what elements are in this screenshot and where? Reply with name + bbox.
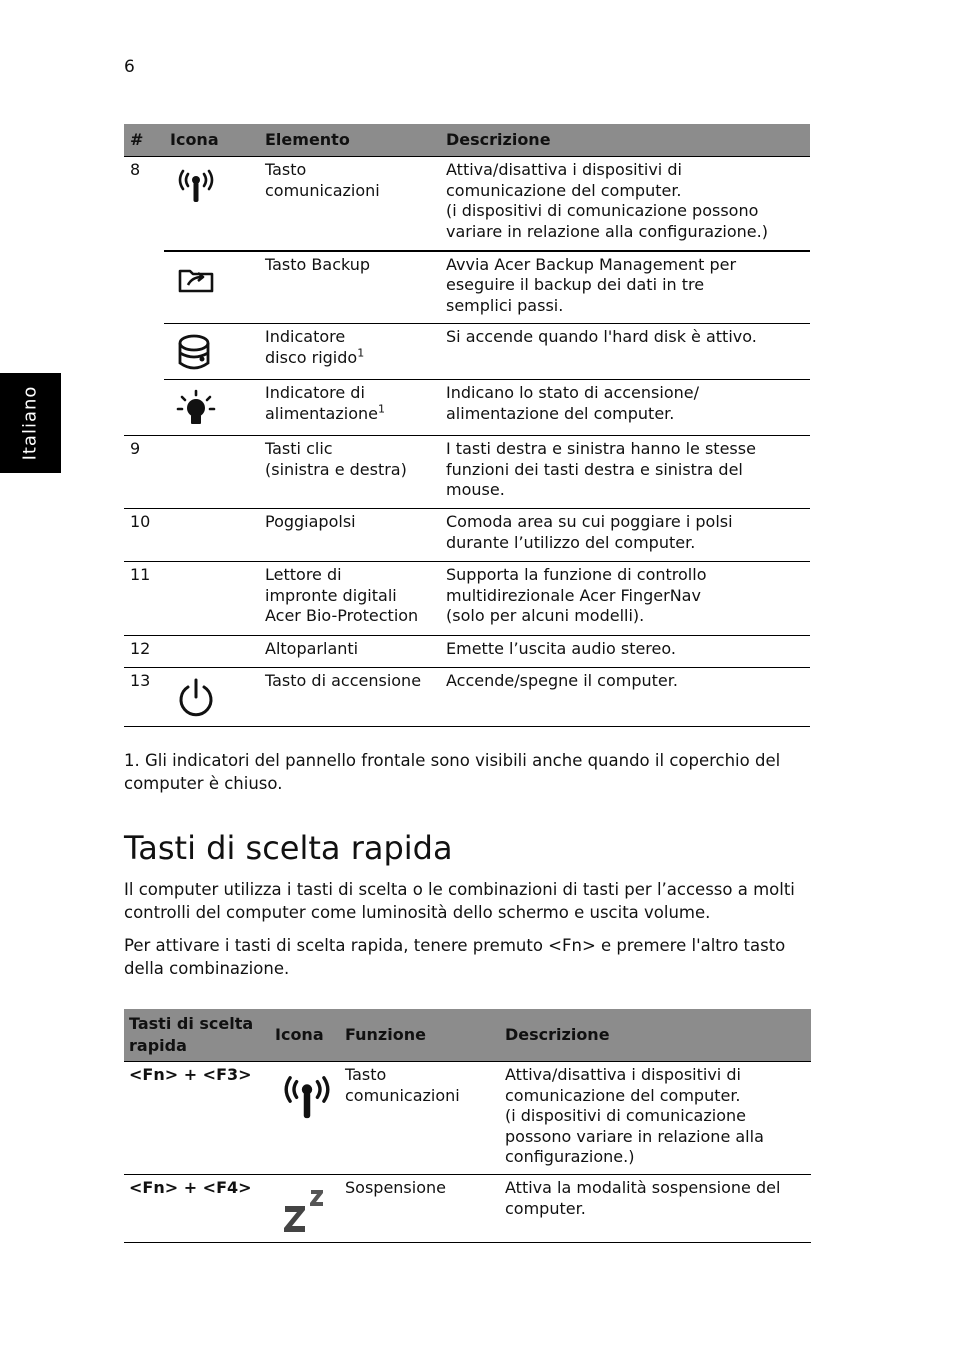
- table-row: [124, 380, 810, 436]
- table-row: [124, 1175, 811, 1243]
- table-row: [124, 157, 810, 251]
- hotkey: <Fn> + <F4>: [124, 1175, 270, 1243]
- header-element: Elemento: [259, 124, 440, 157]
- table-row: [124, 562, 810, 636]
- footnote-marker: 1: [357, 346, 365, 360]
- function-description: Attiva/disattiva i dispositivi di comunicazione del computer. (i dispositivi di comunicazione possono variare in relazione alla configurazione.): [500, 1062, 811, 1175]
- row-number: 12: [124, 636, 164, 668]
- language-side-tab: [0, 373, 61, 473]
- row-number: 10: [124, 509, 164, 562]
- instruction-paragraph: Per attivare i tasti di scelta rapida, tenere premuto <Fn> e premere l'altro tasto della combinazione.: [124, 936, 786, 978]
- table-row: [124, 436, 810, 509]
- function-name: Sospensione: [340, 1175, 500, 1243]
- power-led-icon: [176, 389, 216, 429]
- header-icon: Icona: [164, 124, 259, 157]
- table-header-row: [124, 124, 810, 157]
- element-name: Tasto di accensione: [259, 668, 440, 727]
- element-description: Emette l’uscita audio stereo.: [440, 636, 810, 668]
- table-row: [124, 251, 810, 324]
- element-name-text: Indicatore di alimentazione: [265, 383, 378, 423]
- table-row: [124, 324, 810, 380]
- row-number: 13: [124, 668, 164, 727]
- backup-icon: [176, 261, 218, 295]
- element-name: Lettore di impronte digitali Acer Bio-Protection: [259, 562, 440, 636]
- header-hotkey: Tasti di scelta rapida: [124, 1009, 270, 1062]
- function-description: Attiva la modalità sospensione del computer.: [500, 1175, 811, 1243]
- function-name: Tasto comunicazioni: [340, 1062, 500, 1175]
- element-name-text: Indicatore disco rigido: [265, 327, 358, 367]
- element-description: Supporta la funzione di controllo multidirezionale Acer FingerNav (solo per alcuni modelli).: [440, 562, 810, 636]
- wireless-icon: [176, 166, 216, 204]
- row-number: [124, 251, 164, 324]
- row-number: [124, 324, 164, 380]
- components-table: [124, 124, 810, 727]
- hotkeys-table: [124, 1009, 811, 1243]
- element-description: Attiva/disattiva i dispositivi di comunicazione del computer. (i dispositivi di comunicazione possono variare in relazione alla configurazione.): [440, 157, 810, 251]
- hdd-icon: [176, 333, 216, 373]
- sleep-icon: [281, 1184, 329, 1234]
- element-description: Comoda area su cui poggiare i polsi durante l’utilizzo del computer.: [440, 509, 810, 562]
- table-header-row: [124, 1009, 811, 1062]
- section-title: Tasti di scelta rapida: [124, 829, 453, 867]
- header-icon: Icona: [270, 1009, 340, 1062]
- element-description: I tasti destra e sinistra hanno le stesse funzioni dei tasti destra e sinistra del mouse.: [440, 436, 810, 509]
- element-description: Indicano lo stato di accensione/ alimentazione del computer.: [440, 380, 810, 436]
- power-button-icon: [176, 677, 216, 719]
- header-function: Funzione: [340, 1009, 500, 1062]
- wireless-icon: [281, 1071, 333, 1121]
- header-number: #: [124, 124, 164, 157]
- footnote: 1. Gli indicatori del pannello frontale sono visibili anche quando il coperchio del computer è chiuso.: [124, 751, 781, 793]
- table-row: [124, 668, 810, 727]
- row-number: 9: [124, 436, 164, 509]
- element-name: [259, 324, 440, 380]
- table-row: [124, 636, 810, 668]
- row-number: 11: [124, 562, 164, 636]
- footnote-marker: 1: [377, 402, 385, 416]
- hotkey: <Fn> + <F3>: [124, 1062, 270, 1175]
- header-description: Descrizione: [440, 124, 810, 157]
- row-number: 8: [124, 157, 164, 251]
- header-description: Descrizione: [500, 1009, 811, 1062]
- row-number: [124, 380, 164, 436]
- language-label: Italiano: [19, 385, 41, 461]
- element-description: Accende/spegne il computer.: [440, 668, 810, 727]
- table-row: [124, 509, 810, 562]
- table-row: [124, 1062, 811, 1175]
- element-name: Tasto Backup: [259, 251, 440, 324]
- element-name: Altoparlanti: [259, 636, 440, 668]
- element-name: Tasto comunicazioni: [259, 157, 440, 251]
- element-description: Avvia Acer Backup Management per eseguire il backup dei dati in tre semplici passi.: [440, 251, 810, 324]
- page-number: 6: [124, 57, 135, 77]
- element-description: Si accende quando l'hard disk è attivo.: [440, 324, 810, 380]
- element-name: Tasti clic (sinistra e destra): [259, 436, 440, 509]
- element-name: Poggiapolsi: [259, 509, 440, 562]
- intro-paragraph: Il computer utilizza i tasti di scelta o le combinazioni di tasti per l’accesso a molti controlli del computer come luminosità dello schermo e uscita volume.: [124, 880, 795, 922]
- element-name: [259, 380, 440, 436]
